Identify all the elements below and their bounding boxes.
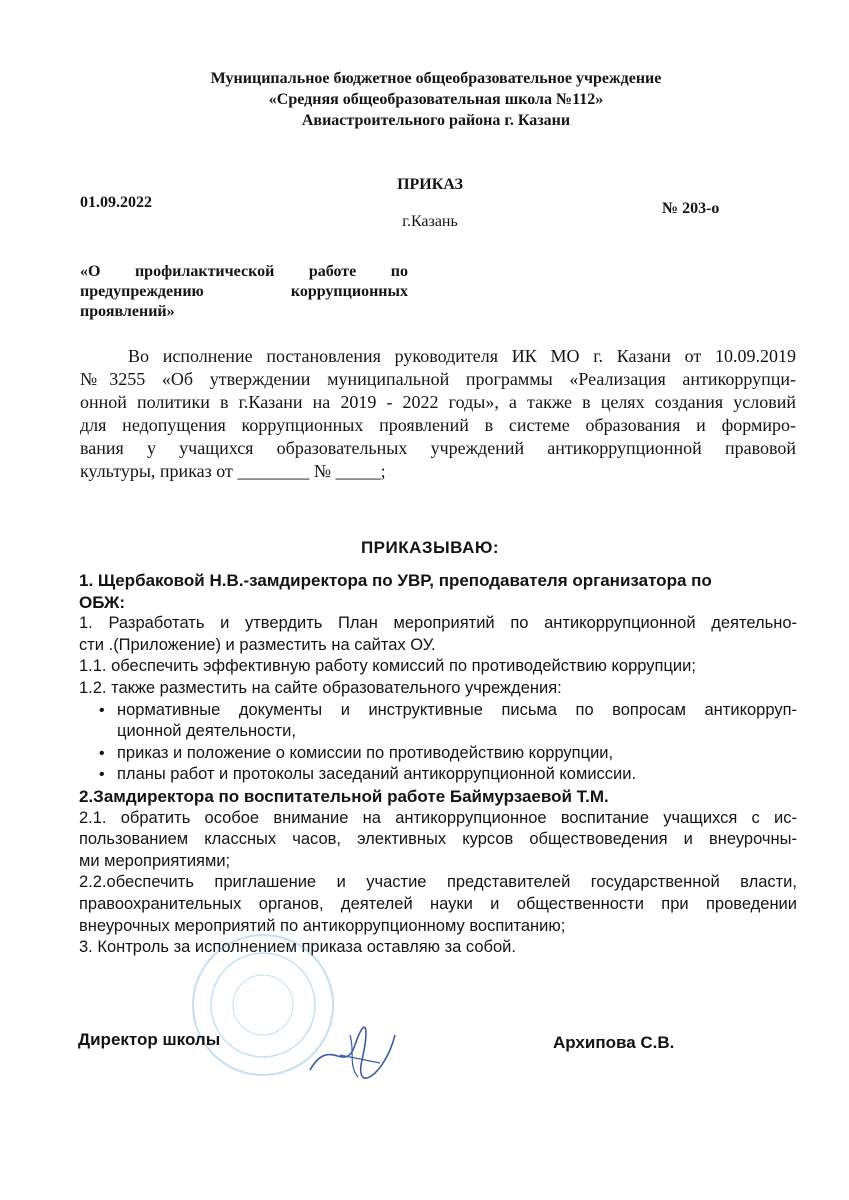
- school-header: [78, 68, 794, 131]
- bullet-text: ционной деятельности,: [117, 722, 296, 741]
- order-date: 01.09.2022: [80, 194, 152, 211]
- order-city: г.Казань: [402, 213, 458, 230]
- section3-text: 3. Контроль за исполнением приказа оставляю за собой.: [79, 938, 516, 957]
- bullet-text: • приказ и положение о комиссии по противодействию коррупции,: [117, 743, 614, 762]
- signature-icon: [300, 1015, 410, 1085]
- preamble-line: для недопущения коррупционных проявлений в системе образования и формиро-: [80, 415, 796, 435]
- preamble-line: вания у учащихся образовательных учреждений антикоррупционной правовой: [80, 438, 796, 458]
- preamble-line: онной политики в г.Казани на 2019 - 2022 годы», а также в целях создания условий: [80, 392, 796, 412]
- section1-heading: 1. Щербаковой Н.В.-замдиректора по УВР, преподавателя организатора по: [79, 571, 712, 590]
- section1-heading: ОБЖ:: [79, 592, 126, 612]
- order-number: № 203-о: [662, 200, 720, 217]
- preamble-line: культуры, приказ от ________ № _____;: [80, 461, 386, 481]
- order-title: ПРИКАЗ: [397, 176, 463, 193]
- bullet-list: [79, 700, 797, 786]
- header-line-1: Муниципальное бюджетное общеобразовательное учреждение: [210, 70, 662, 87]
- bullet-text: • планы работ и протоколы заседаний антикоррупционной комиссии.: [117, 765, 637, 784]
- list-item: [79, 743, 797, 765]
- list-item: [79, 700, 797, 743]
- section2-item22: правоохранительных органов, деятелей науки и общественности при проведении: [79, 894, 797, 913]
- section1-item1: 1. Разработать и утвердить План мероприятий по антикоррупционной деятельно-: [79, 614, 797, 633]
- section2-item21: 2.1. обратить особое внимание на антикоррупционное воспитание учащихся с ис-: [79, 808, 797, 827]
- signature-name: Архипова С.В.: [553, 1033, 675, 1052]
- signature-label: Директор школы: [78, 1030, 221, 1049]
- section1-item11: 1.1. обеспечить эффективную работу комиссий по противодействию коррупции;: [79, 657, 696, 676]
- list-item: [79, 764, 797, 786]
- preamble-line: №3255 «Об утверждении муниципальной программы «Реализация антикоррупци-: [80, 369, 796, 389]
- bullet-text: • нормативные документы и инструктивные письма по вопросам антикорруп-: [117, 700, 797, 719]
- header-line-3: Авиастроительного района г. Казани: [301, 112, 571, 129]
- section2-heading: 2.Замдиректора по воспитательной работе Баймурзаевой Т.М.: [79, 786, 609, 806]
- orders-heading: ПРИКАЗЫВАЮ:: [360, 538, 500, 557]
- section2-item22: 2.2.обеспечить приглашение и участие представителей государственной власти,: [79, 873, 797, 892]
- preamble-line: Во исполнение постановления руководителя ИК МО г. Казани от 10.09.2019: [128, 346, 796, 366]
- order-body: [79, 570, 797, 959]
- section2-item21: пользованием классных часов, элективных курсов обществоведения и внеурочны-: [79, 830, 797, 849]
- order-subject: «О профилактической работе по предупреждению коррупционных проявлений»: [80, 263, 408, 320]
- section1-item1: сти .(Приложение) и разместить на сайтах ОУ.: [79, 635, 436, 654]
- header-line-2: «Средняя общеобразовательная школа №112»: [268, 91, 604, 108]
- section2-item21: ми мероприятиями;: [79, 851, 231, 870]
- preamble: [80, 345, 796, 483]
- section1-item12: 1.2. также разместить на сайте образовательного учреждения:: [79, 678, 562, 697]
- section2-item22: внеурочных мероприятий по антикоррупционному воспитанию;: [79, 916, 566, 935]
